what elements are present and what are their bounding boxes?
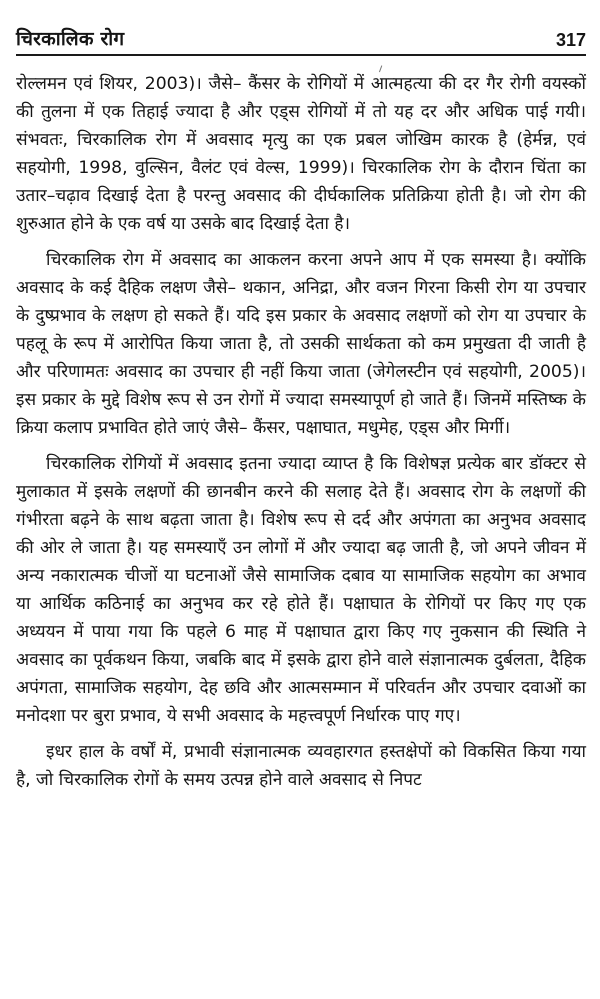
chapter-title: चिरकालिक रोग [16, 28, 125, 50]
page-number: 317 [555, 30, 586, 50]
paragraph-continuation: रोल्लमन एवं शियर, 2003)। जैसे– कैंसर के रोगियों में आत्महत्या की दर गैर रोगी वयस्कों की तुलना में एक तिहाई ज्यादा है और एड्स रोगियों में तो यह दर और अधिक पाई गयी। संभवतः, चिरकालिक रोग में अवसाद मृत्यु का एक प्रबल जोखिम कारक है (हेर्मन्न, एवं सहयोगी, 1998, वुल्सिन, वैलंट एवं वेल्स, 1999)। चिरकालिक रोग के दौरान चिंता का उतार–चढ़ाव दिखाई देता है परन्तु अवसाद की दीर्घकालिक प्रतिक्रिया होती है। जो रोग की शुरुआत होने के एक वर्ष या उसके बाद दिखाई देता है। [16, 74, 586, 234]
body-text [16, 70, 586, 794]
paragraph-prevalence: चिरकालिक रोगियों में अवसाद इतना ज्यादा व्याप्त है कि विशेषज्ञ प्रत्येक बार डॉक्टर से मुलाकात में इसके लक्षणों की छानबीन करने की सलाह देते हैं। अवसाद रोग के लक्षणों की गंभीरता बढ़ने के साथ बढ़ता जाता है। विशेष रूप से दर्द और अपंगता का अनुभव अवसाद की ओर ले जाता है। यह समस्याएँ उन लोगों में और ज्यादा बढ़ जाती है, जो अपने जीवन में अन्य नकारात्मक चीजों या घटनाओं जैसे सामाजिक दबाव या सामाजिक सहयोग का अभाव या आर्थिक कठिनाई का अनुभव कर रहे होते हैं। पक्षाघात के रोगियों पर किए गए एक अध्ययन में पाया गया कि पहले 6 माह में पक्षाघात द्वारा किए गए नुकसान की स्थिति ने अवसाद का पूर्वकथन किया, जबकि बाद में इसके द्वारा होने वाले संज्ञानात्मक दुर्बलता, दैहिक अपंगता, सामाजिक सहयोग, देह छवि और आत्मसम्मान में परिवर्तन और उपचार दवाओं का मनोदशा पर बुरा प्रभाव, ये सभी अवसाद के महत्त्वपूर्ण निर्धारक पाए गए। [16, 454, 586, 726]
running-header [16, 22, 586, 56]
paragraph-interventions: इधर हाल के वर्षों में, प्रभावी संज्ञानात्मक व्यवहारगत हस्तक्षेपों को विकसित किया गया है, जो चिरकालिक रोगों के समय उत्पन्न होने वाले अवसाद से निपट [16, 742, 586, 790]
paragraph-assessment: चिरकालिक रोग में अवसाद का आकलन करना अपने आप में एक समस्या है। क्योंकि अवसाद के कई दैहिक लक्षण जैसे– थकान, अनिद्रा, और वजन गिरना किसी रोग या उपचार के दुष्प्रभाव के लक्षण हो सकते हैं। यदि इस प्रकार के अवसाद लक्षणों को रोग या उपचार के पहलू के रूप में आरोपित किया जाता है, तो उसकी सार्थकता को कम प्रमुखता दी जाती है और परिणामतः अवसाद का उपचार ही नहीं किया जाता (जेगेलस्टीन एवं सहयोगी, 2005)। इस प्रकार के मुद्दे विशेष रूप से उन रोगों में ज्यादा समस्यापूर्ण हो जाते हैं। जिनमें मस्तिष्क के क्रिया कलाप प्रभावित होते जाएं जैसे– कैंसर, पक्षाघात, मधुमेह, एड्स और मिर्गी। [16, 250, 586, 438]
